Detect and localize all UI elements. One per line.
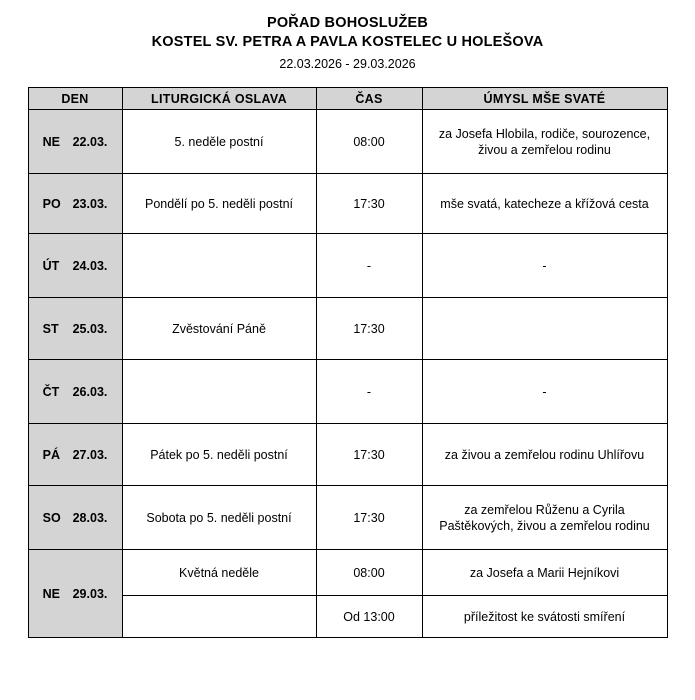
table-row xyxy=(28,174,667,234)
day-abbr: PO xyxy=(42,196,61,211)
day-cell xyxy=(28,550,122,638)
day-date: 29.03. xyxy=(72,586,108,601)
intention-cell: za živou a zemřelou rodinu Uhlířovu xyxy=(422,424,667,486)
day-cell xyxy=(28,360,122,424)
day-abbr: ST xyxy=(42,321,59,336)
day-cell xyxy=(28,298,122,360)
time-cell: 17:30 xyxy=(316,298,422,360)
page-title: POŘAD BOHOSLUŽEB xyxy=(266,15,429,31)
day-cell xyxy=(28,486,122,550)
mass-schedule-table xyxy=(28,87,668,638)
day-cell xyxy=(28,424,122,486)
column-header-celebration: LITURGICKÁ OSLAVA xyxy=(122,88,316,110)
celebration-cell: Pondělí po 5. neděli postní xyxy=(122,174,316,234)
time-cell: 08:00 xyxy=(316,110,422,174)
table-row xyxy=(28,550,667,596)
day-cell xyxy=(28,174,122,234)
intention-cell: - xyxy=(422,234,667,298)
table-row xyxy=(28,110,667,174)
day-abbr: PÁ xyxy=(42,447,60,462)
day-abbr: ČT xyxy=(42,384,60,399)
intention-cell xyxy=(422,298,667,360)
column-header-day: DEN xyxy=(28,88,122,110)
intention-cell-secondary: příležitost ke svátosti smíření xyxy=(422,596,667,638)
table-row xyxy=(28,234,667,298)
celebration-cell xyxy=(122,234,316,298)
table-header-row xyxy=(28,88,667,110)
day-date: 27.03. xyxy=(72,447,108,462)
day-date: 25.03. xyxy=(72,321,108,336)
celebration-cell: 5. neděle postní xyxy=(122,110,316,174)
intention-cell: mše svatá, katecheze a křížová cesta xyxy=(422,174,667,234)
table-row-continued xyxy=(28,596,667,638)
time-cell: - xyxy=(316,234,422,298)
time-cell: 08:00 xyxy=(316,550,422,596)
table-row xyxy=(28,486,667,550)
day-date: 23.03. xyxy=(72,196,108,211)
day-cell xyxy=(28,234,122,298)
day-abbr: ÚT xyxy=(42,258,60,273)
time-cell: - xyxy=(316,360,422,424)
time-cell: 17:30 xyxy=(316,424,422,486)
intention-cell: za Josefa Hlobila, rodiče, sourozence, živou a zemřelou rodinu xyxy=(422,110,667,174)
celebration-cell: Zvěstování Páně xyxy=(122,298,316,360)
table-row xyxy=(28,298,667,360)
celebration-cell xyxy=(122,360,316,424)
intention-cell: - xyxy=(422,360,667,424)
celebration-cell: Pátek po 5. neděli postní xyxy=(122,424,316,486)
day-date: 28.03. xyxy=(72,510,108,525)
day-date: 22.03. xyxy=(72,134,108,149)
intention-cell: za zemřelou Růženu a Cyrila Paštěkových, živou a zemřelou rodinu xyxy=(422,486,667,550)
time-cell: 17:30 xyxy=(316,486,422,550)
document-header xyxy=(0,0,695,74)
time-cell: 17:30 xyxy=(316,174,422,234)
day-date: 26.03. xyxy=(72,384,108,399)
column-header-time: ČAS xyxy=(316,88,422,110)
church-name: KOSTEL SV. PETRA A PAVLA KOSTELEC U HOLEŠOVA xyxy=(151,34,544,50)
celebration-cell-empty xyxy=(122,596,316,638)
column-header-intention: ÚMYSL MŠE SVATÉ xyxy=(422,88,667,110)
day-cell xyxy=(28,110,122,174)
celebration-cell: Sobota po 5. neděli postní xyxy=(122,486,316,550)
day-abbr: SO xyxy=(42,510,61,525)
table-row xyxy=(28,360,667,424)
time-cell-secondary: Od 13:00 xyxy=(316,596,422,638)
day-date: 24.03. xyxy=(72,258,108,273)
date-range: 22.03.2026 - 29.03.2026 xyxy=(279,57,416,71)
intention-cell: za Josefa a Marii Hejníkovi xyxy=(422,550,667,596)
celebration-cell: Květná neděle xyxy=(122,550,316,596)
table-row xyxy=(28,424,667,486)
day-abbr: NE xyxy=(42,134,60,149)
day-abbr: NE xyxy=(42,586,60,601)
